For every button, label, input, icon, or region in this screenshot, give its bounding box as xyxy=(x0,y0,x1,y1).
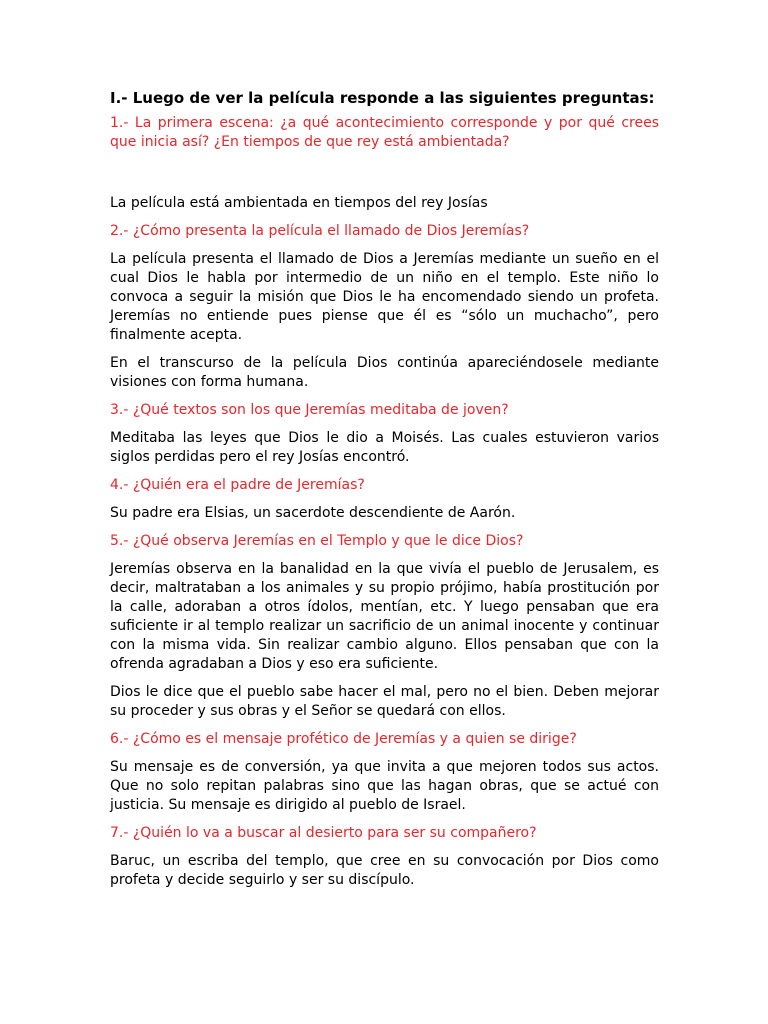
answer-1: La película está ambientada en tiempos del rey Josías xyxy=(110,195,488,211)
question-4: 4.- ¿Quién era el padre de Jeremías? xyxy=(110,477,365,493)
answer-2a: La película presenta el llamado de Dios a Jeremías mediante un sueño en el cual Dios le habla por intermedio de un niño en el templo. Este niño lo convoca a seguir la misión que Dios le ha encomendado siendo un profeta. Jeremías no entiende pues piense que él es “sólo un muchacho”, pero finalmente acepta. xyxy=(110,251,659,343)
answer-7: Baruc, un escriba del templo, que cree en su convocación por Dios como profeta y decide seguirlo y ser su discípulo. xyxy=(110,853,659,888)
answer-4: Su padre era Elsias, un sacerdote descendiente de Aarón. xyxy=(110,505,516,521)
answer-2b: En el transcurso de la película Dios continúa apareciéndosele mediante visiones con forma humana. xyxy=(110,355,659,390)
answer-6: Su mensaje es de conversión, ya que invita a que mejoren todos sus actos. Que no solo repitan palabras sino que las hagan obras, que se actué con justicia. Su mensaje es dirigido al pueblo de Israel. xyxy=(110,759,659,813)
question-2: 2.- ¿Cómo presenta la película el llamado de Dios Jeremías? xyxy=(110,223,530,239)
document-page xyxy=(110,88,659,899)
question-5: 5.- ¿Qué observa Jeremías en el Templo y que le dice Dios? xyxy=(110,533,524,549)
answer-5a: Jeremías observa en la banalidad en la que vivía el pueblo de Jerusalem, es decir, maltrataban a los animales y su propio prójimo, había prostitución por la calle, adoraban a otros ídolos, mentían, etc. Y luego pensaban que era suficiente ir al templo realizar un sacrificio de un animal inocente y continuar con la misma vida. Sin realizar cambio alguno. Ellos pensaban que con la ofrenda agradaban a Dios y eso era suficiente. xyxy=(110,561,659,672)
answer-5b: Dios le dice que el pueblo sabe hacer el mal, pero no el bien. Deben mejorar su proceder y sus obras y el Señor se quedará con ellos. xyxy=(110,684,659,719)
question-1: 1.- La primera escena: ¿a qué acontecimiento corresponde y por qué crees que inicia así? ¿En tiempos de que rey está ambientada? xyxy=(110,115,659,150)
answer-3: Meditaba las leyes que Dios le dio a Moisés. Las cuales estuvieron varios siglos perdidas pero el rey Josías encontró. xyxy=(110,430,659,465)
question-7: 7.- ¿Quién lo va a buscar al desierto para ser su compañero? xyxy=(110,825,537,841)
question-6: 6.- ¿Cómo es el mensaje profético de Jeremías y a quien se dirige? xyxy=(110,731,577,747)
document-heading: I.- Luego de ver la película responde a las siguientes preguntas: xyxy=(110,89,655,107)
question-3: 3.- ¿Qué textos son los que Jeremías meditaba de joven? xyxy=(110,402,509,418)
